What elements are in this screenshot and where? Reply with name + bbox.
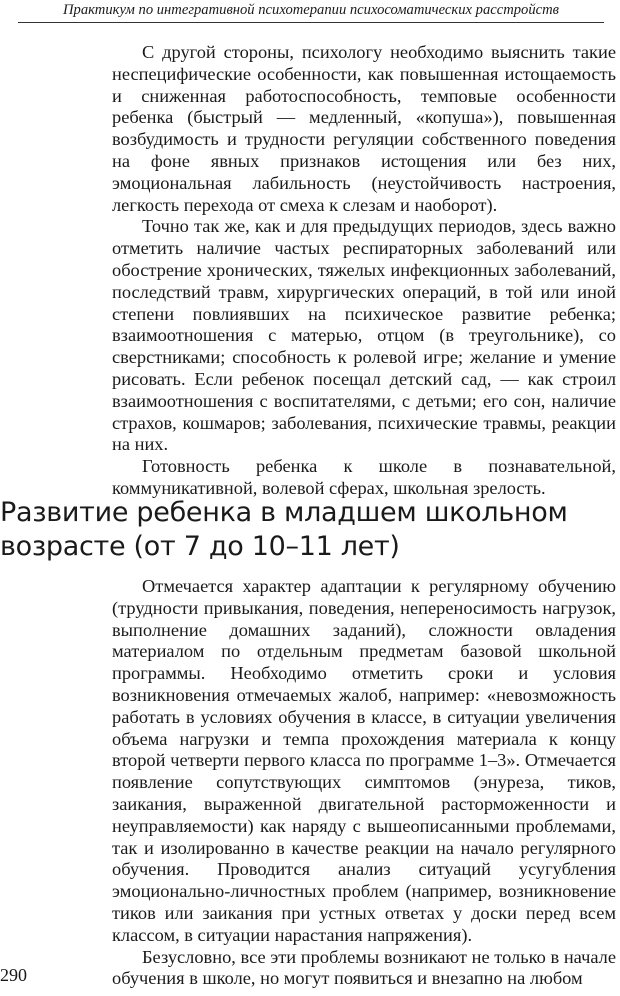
paragraph-school-readiness: Готовность ребенка к школе в познавательной, коммуникативной, волевой сферах, школьная зрелость. (112, 456, 616, 498)
text-block-1 (112, 42, 616, 500)
section-heading: Развитие ребенка в младшем школьном возрасте (от 7 до 10–11 лет) (0, 497, 568, 562)
paragraph-school-adaptation: Отмечается характер адаптации к регулярному обучению (трудности привыкания, поведения, непереносимость нагрузок, выполнение домашних заданий), сложности овладения материалом по отдельным предметам базовой школьной программы. Необходимо отметить сроки и условия возникновения отмечаемых жалоб, например: «невозможность работать в условиях обучения в классе, в ситуации увеличения объема нагрузки и темпа прохождения материала к концу второй четверти первого класса по программе 1–3». Отмечается появление сопутствующих симптомов (энуреза, тиков, заикания, выраженной двигательной расторможенности и неуправляемости) как наряду с вышеописанными проблемами, так и изолированно в качестве реакции на начало регулярного обучения. Проводится анализ ситуаций усугубления эмоционально-личностных проблем (например, возникновение тиков или заикания при устных ответах у доски перед всем классом, в ситуации нарастания напряжения). (112, 576, 616, 945)
paragraph-problems-onset: Безусловно, все эти проблемы возникают не только в начале обучения в школе, но могут появиться и внезапно на любом (112, 946, 616, 989)
page-number: 290 (0, 965, 27, 985)
text-block-2 (112, 576, 616, 990)
paragraph-nonspecific-features: С другой стороны, психологу необходимо выяснить такие неспецифические особенности, как повышенная истощаемость и сниженная работоспособность, темповые особенности ребенка (быстрый — медленный, «копуша»), повышенная возбудимость и трудности регуляции собственного поведения на фоне явных признаков истощения или без них, эмоциональная лабильность (неустойчивость настроения, легкость перехода от смеха к слезам и наоборот). (112, 42, 616, 215)
running-head: Практикум по интегративной психотерапии психосоматических расстройств (18, 0, 604, 23)
paragraph-diseases-relations: Точно так же, как и для предыдущих периодов, здесь важно отметить наличие частых респираторных заболеваний или обострение хронических, тяжелых инфекционных заболеваний, последствий травм, хирургических операций, в той или иной степени повлиявших на психическое развитие ребенка; взаимоотношения с матерью, отцом (в треугольнике), со сверстниками; способность к ролевой игре; желание и умение рисовать. Если ребенок посещал детский сад, — как строил взаимоотношения с воспитателями, с детьми; его сон, наличие страхов, кошмаров; заболевания, психические травмы, реакции на них. (112, 216, 616, 455)
